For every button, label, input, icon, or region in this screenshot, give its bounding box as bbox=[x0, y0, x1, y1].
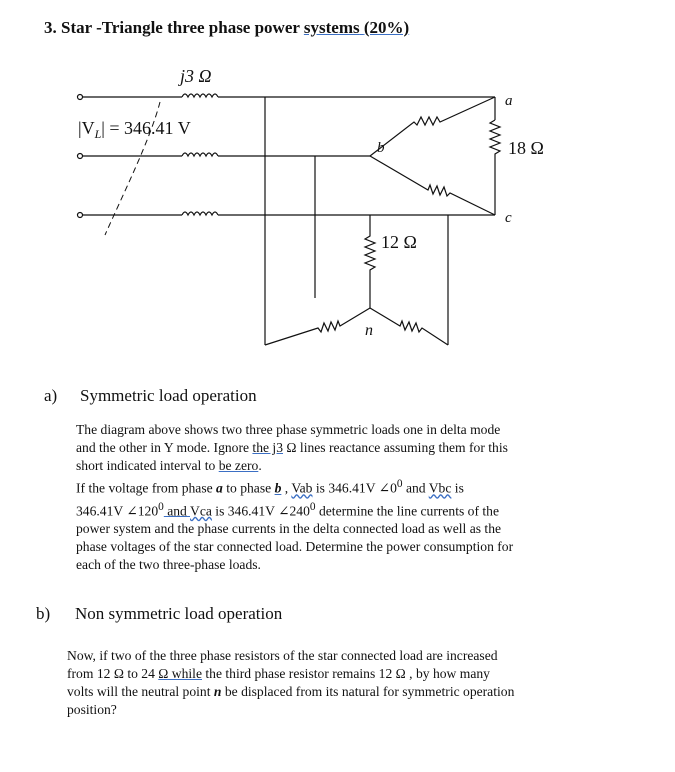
part-a-line: each of the two three-phase loads. bbox=[76, 557, 261, 573]
inductor-label: j3 Ω bbox=[180, 66, 212, 86]
delta-resistor-ab bbox=[370, 97, 495, 156]
circuit-diagram bbox=[0, 50, 675, 360]
part-a-text bbox=[76, 421, 636, 574]
neutral-label: n bbox=[365, 322, 373, 339]
delta-resistor-ac bbox=[490, 120, 500, 215]
voltage-label: $|V_L| = 346.41$ V bbox=[78, 118, 191, 141]
part-a-line: phase voltages of the star connected load. Determine the power consumption for bbox=[76, 539, 514, 555]
part-a-line: short indicated interval to be zero. bbox=[76, 458, 262, 473]
part-b-line: volts will the neutral point n be displaced from its natural for symmetric operation bbox=[67, 684, 515, 699]
part-b-label: b) bbox=[36, 604, 51, 623]
part-a-line: The diagram above shows two three phase symmetric loads one in delta mode bbox=[76, 422, 501, 437]
title-text: Star -Triangle three phase power bbox=[61, 18, 304, 37]
part-a-label: a) bbox=[44, 386, 58, 405]
question-title bbox=[44, 18, 409, 38]
delta-resistor-label: 18 Ω bbox=[508, 138, 544, 158]
part-b-text bbox=[67, 647, 637, 719]
inductor-a bbox=[182, 94, 218, 97]
part-b-title: Non symmetric load operation bbox=[75, 604, 283, 623]
delta-resistor-bc bbox=[370, 156, 495, 215]
star-resistor-bn bbox=[370, 308, 448, 345]
terminal-b bbox=[78, 154, 83, 159]
part-a-line: If the voltage from phase a to phase b , Vab is 346.41V $\angle 0^0$ and Vbc is bbox=[76, 478, 464, 496]
star-resistor-label: 12 Ω bbox=[381, 232, 417, 252]
question-number: 3. bbox=[44, 18, 57, 37]
inductor-b bbox=[182, 153, 218, 156]
part-a-title: Symmetric load operation bbox=[80, 386, 257, 405]
part-a-line: power system and the phase currents in the delta connected load as well as the bbox=[76, 521, 502, 537]
title-percentage: (20%) bbox=[363, 18, 410, 37]
part-a-line: 346.41V $\angle 120^0$ and Vca is 346.41V $\angle 240^0$ determine the line currents of the bbox=[76, 500, 500, 519]
terminal-a bbox=[78, 95, 83, 100]
part-b-line: Now, if two of the three phase resistors of the star connected load are increased bbox=[67, 648, 498, 663]
phase-a-label: a bbox=[505, 93, 513, 109]
title-underlined-systems: systems bbox=[303, 18, 360, 37]
part-b-line: from 12 Ω to 24 Ω while the third phase resistor remains 12 Ω , by how many bbox=[67, 666, 490, 681]
phase-c-label: c bbox=[505, 210, 512, 226]
part-a-line: and the other in Y mode. Ignore the j3 Ω lines reactance assuming them for this bbox=[76, 440, 508, 455]
terminal-c bbox=[78, 213, 83, 218]
phase-b-label: b bbox=[377, 140, 385, 156]
part-b-line: position? bbox=[67, 702, 117, 717]
star-resistor-an bbox=[265, 308, 370, 345]
inductor-c bbox=[182, 212, 218, 215]
star-resistor-cn bbox=[365, 215, 375, 308]
